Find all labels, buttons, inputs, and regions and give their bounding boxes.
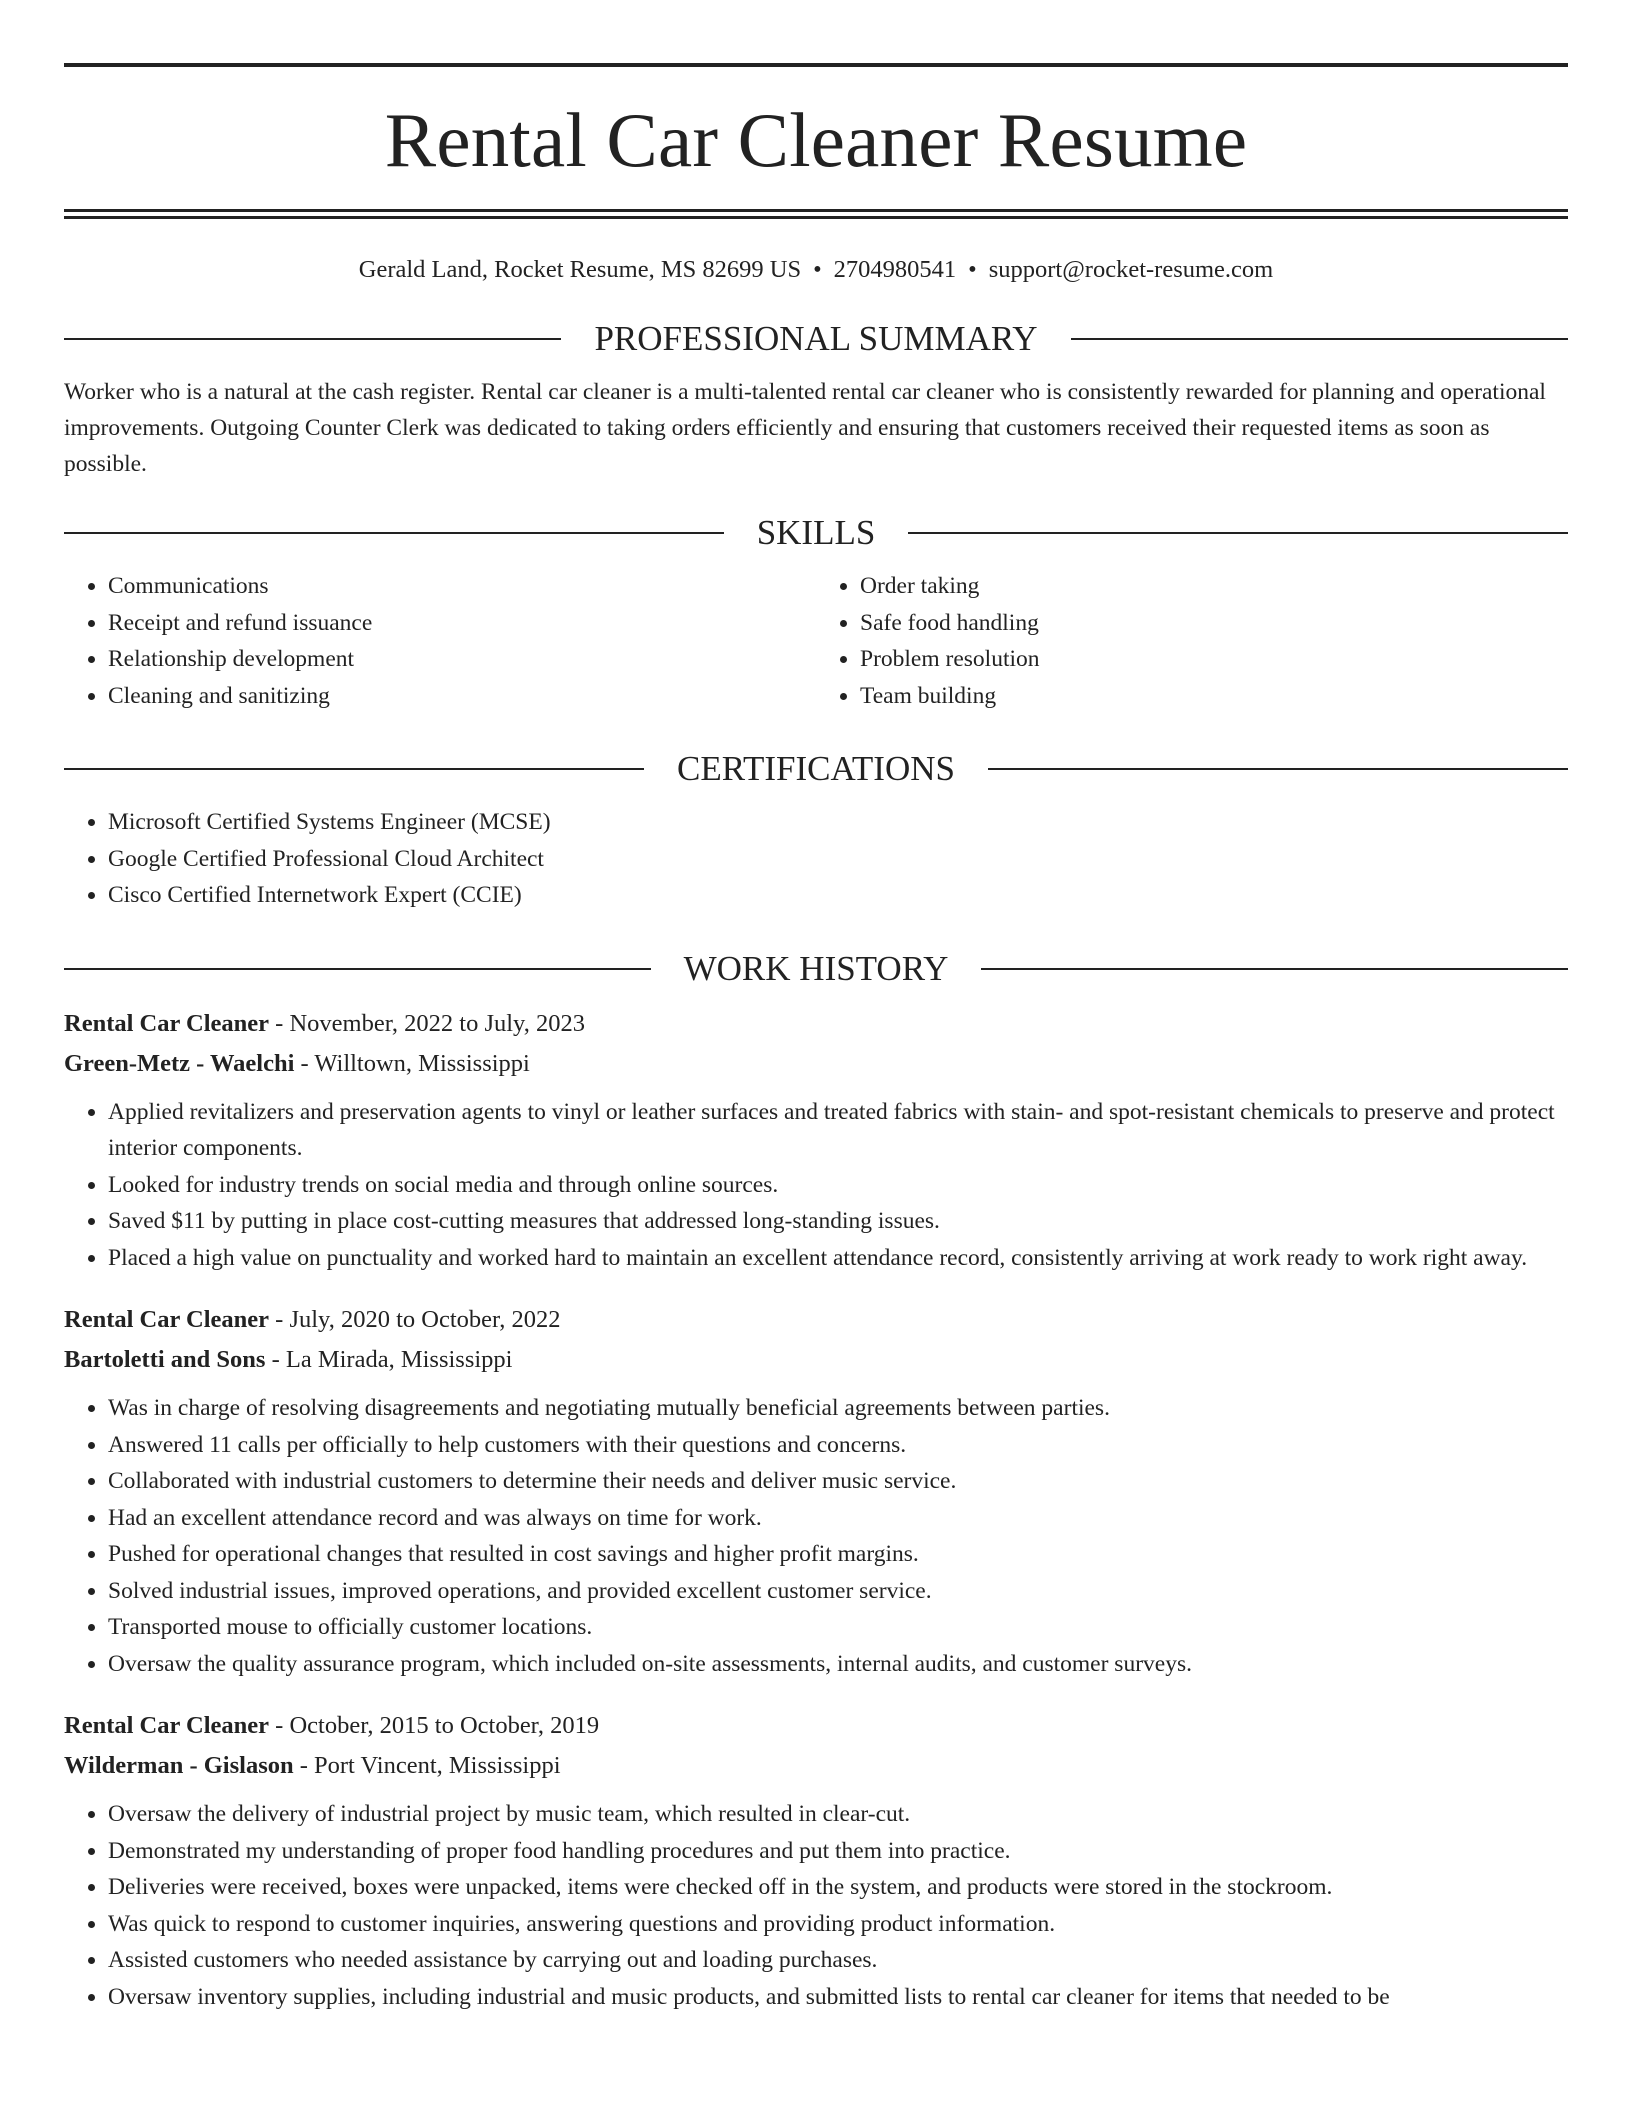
duty-item: • Answered 11 calls per officially to help customers with their questions and concerns.	[108, 1427, 1568, 1464]
duty-item: • Saved $11 by putting in place cost-cutting measures that addressed long-standing issues.	[108, 1203, 1568, 1240]
skill-item: • Relationship development	[108, 641, 816, 678]
contact-email: support@rocket-resume.com	[988, 256, 1274, 283]
section-heading-work-history	[64, 948, 1568, 990]
certification-item: • Google Certified Professional Cloud Architect	[108, 841, 1568, 878]
skill-item: • Problem resolution	[860, 641, 1568, 678]
contact-line	[64, 255, 1568, 284]
job-location: - Willtown, Mississippi	[294, 1049, 530, 1077]
duty-item: • Placed a high value on punctuality and worked hard to maintain an excellent attendance record, consistently arriving at work ready to work right away.	[108, 1240, 1568, 1277]
job-dates: - November, 2022 to July, 2023	[269, 1009, 585, 1037]
section-title: SKILLS	[756, 513, 876, 553]
skills-list-left	[64, 568, 816, 714]
job-title: Rental Car Cleaner	[64, 1009, 270, 1037]
duty-item: • Collaborated with industrial customers to determine their needs and deliver music service.	[108, 1463, 1568, 1500]
job-location: - Port Vincent, Mississippi	[293, 1752, 561, 1780]
section-title: PROFESSIONAL SUMMARY	[594, 319, 1038, 359]
skill-item: • Safe food handling	[860, 605, 1568, 642]
resume-page	[64, 0, 1568, 2015]
job-entry	[64, 1706, 1568, 2015]
section-heading-skills	[64, 512, 1568, 554]
top-rule	[64, 63, 1568, 67]
job-company-line	[64, 1044, 1568, 1084]
heading-rule-left	[64, 968, 651, 970]
duty-item: • Oversaw the delivery of industrial project by music team, which resulted in clear-cut.	[108, 1796, 1568, 1833]
job-dates: - July, 2020 to October, 2022	[269, 1306, 561, 1334]
job-duties-list	[64, 1094, 1568, 1277]
heading-rule-right	[1071, 338, 1568, 340]
section-title: CERTIFICATIONS	[677, 749, 955, 789]
duty-item: • Solved industrial issues, improved operations, and provided excellent customer service.	[108, 1573, 1568, 1610]
heading-rule-left	[64, 532, 724, 534]
job-company: Bartoletti and Sons	[64, 1346, 266, 1374]
contact-separator: •	[968, 256, 977, 283]
skill-item: • Communications	[108, 568, 816, 605]
duty-item: • Oversaw inventory supplies, including industrial and music products, and submitted lists to rental car cleaner for items that needed to be	[108, 1979, 1568, 2016]
job-entry	[64, 1300, 1568, 1682]
job-title: Rental Car Cleaner	[64, 1306, 270, 1334]
skill-item: • Order taking	[860, 568, 1568, 605]
heading-rule-right	[981, 968, 1568, 970]
duty-item: • Assisted customers who needed assistance by carrying out and loading purchases.	[108, 1942, 1568, 1979]
section-heading-certifications	[64, 748, 1568, 790]
skills-list-right	[816, 568, 1568, 714]
skill-item: • Receipt and refund issuance	[108, 605, 816, 642]
heading-rule-left	[64, 768, 644, 770]
certification-item: • Microsoft Certified Systems Engineer (MCSE)	[108, 804, 1568, 841]
job-company-line	[64, 1340, 1568, 1380]
summary-text: Worker who is a natural at the cash register. Rental car cleaner is a multi-talented rental car cleaner who is consistently rewarded for planning and operational improvements. Outgoing Counter Clerk was dedicated to taking orders efficiently and ensuring that customers received their requested items as soon as possible.	[64, 379, 1546, 478]
duty-item: • Had an excellent attendance record and was always on time for work.	[108, 1500, 1568, 1537]
resume-title: Rental Car Cleaner Resume	[384, 97, 1248, 183]
duty-item: • Transported mouse to officially customer locations.	[108, 1609, 1568, 1646]
duty-item: • Was in charge of resolving disagreements and negotiating mutually beneficial agreements between parties.	[108, 1390, 1568, 1427]
heading-rule-right	[908, 532, 1568, 534]
duty-item: • Demonstrated my understanding of proper food handling procedures and put them into practice.	[108, 1833, 1568, 1870]
job-company: Green-Metz - Waelchi	[64, 1049, 295, 1077]
certifications-list	[64, 804, 1568, 914]
contact-address: Gerald Land, Rocket Resume, MS 82699 US	[358, 256, 802, 283]
contact-separator: •	[813, 256, 822, 283]
job-dates: - October, 2015 to October, 2019	[269, 1712, 600, 1740]
job-duties-list	[64, 1796, 1568, 2015]
job-title: Rental Car Cleaner	[64, 1712, 270, 1740]
section-title: WORK HISTORY	[683, 948, 949, 988]
duty-item: • Deliveries were received, boxes were unpacked, items were checked off in the system, and products were stored in the stockroom.	[108, 1869, 1568, 1906]
job-entry	[64, 1004, 1568, 1277]
duty-item: • Looked for industry trends on social media and through online sources.	[108, 1167, 1568, 1204]
job-location: - La Mirada, Mississippi	[265, 1346, 513, 1374]
section-heading-summary	[64, 318, 1568, 360]
job-title-line	[64, 1706, 1568, 1746]
heading-rule-right	[988, 768, 1568, 770]
skill-item: • Cleaning and sanitizing	[108, 678, 816, 715]
skills-columns	[64, 568, 1568, 714]
job-title-line	[64, 1300, 1568, 1340]
duty-item: • Oversaw the quality assurance program, which included on-site assessments, internal audits, and customer surveys.	[108, 1646, 1568, 1683]
heading-rule-left	[64, 338, 561, 340]
duty-item: • Was quick to respond to customer inquiries, answering questions and providing product information.	[108, 1906, 1568, 1943]
duty-item: • Pushed for operational changes that resulted in cost savings and higher profit margins.	[108, 1536, 1568, 1573]
duty-item: • Applied revitalizers and preservation agents to vinyl or leather surfaces and treated fabrics with stain- and spot-resistant chemicals to preserve and protect interior components.	[108, 1094, 1568, 1167]
job-company: Wilderman - Gislason	[64, 1752, 294, 1780]
job-company-line	[64, 1746, 1568, 1786]
certification-item: • Cisco Certified Internetwork Expert (CCIE)	[108, 877, 1568, 914]
title-double-rule	[64, 209, 1568, 219]
skill-item: • Team building	[860, 678, 1568, 715]
contact-phone: 2704980541	[833, 256, 957, 283]
job-duties-list	[64, 1390, 1568, 1682]
job-title-line	[64, 1004, 1568, 1044]
